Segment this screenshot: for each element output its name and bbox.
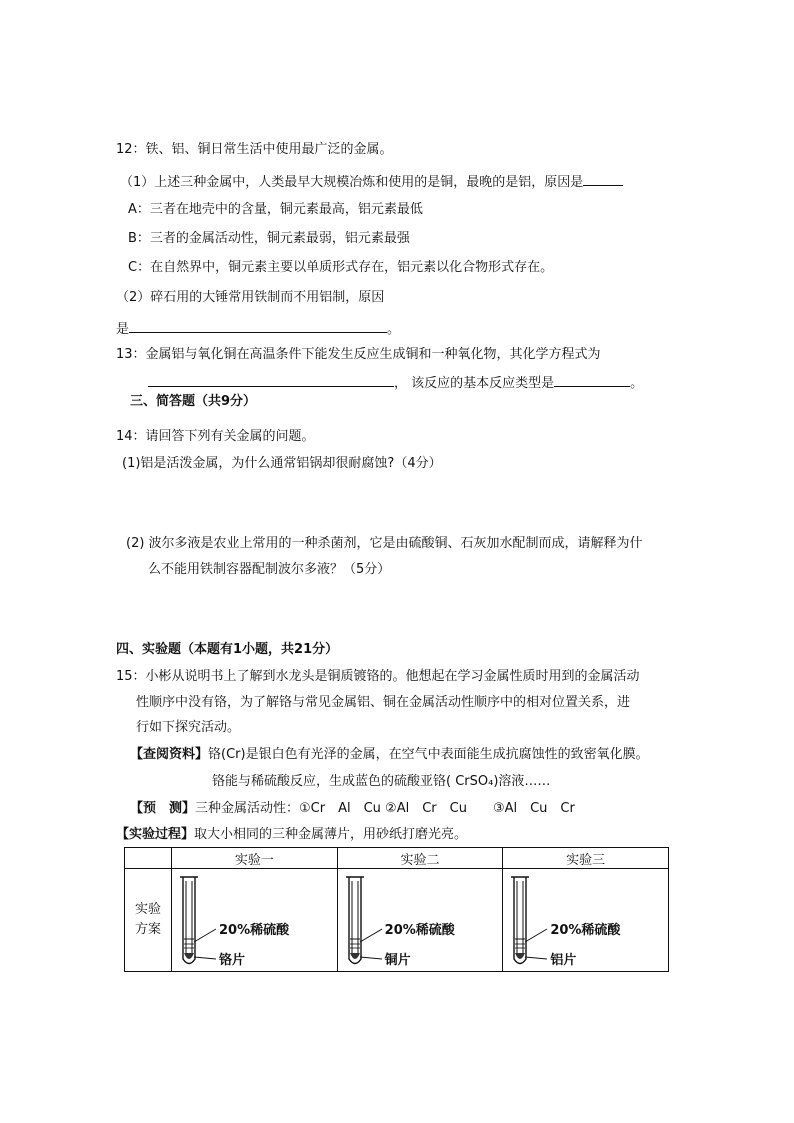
q12-stem: 12：铁、铝、铜日常生活中使用最广泛的金属。 [116, 142, 393, 157]
table-header-2: 实验二 [337, 848, 503, 869]
q15-reference-cont: 铬能与稀硫酸反应，生成蓝色的硫酸亚铬( CrSO₄)溶液…… [212, 774, 551, 789]
acid-label: 20%稀硫酸 [219, 923, 290, 938]
q14-part2-line2: 么不能用铁制容器配制波尔多液？（5分） [148, 562, 391, 577]
q15-reference [130, 746, 649, 764]
reference-text1: 铬(Cr)是银白色有光泽的金属，在空气中表面能生成抗腐蚀性的致密氧化膜。 [208, 747, 649, 762]
metal-label: 铝片 [550, 953, 577, 968]
q12-part2: （2）碎石用的大锤常用铁制而不用铝制，原因 [116, 290, 385, 305]
q15-line2: 性顺序中没有铬，为了解铬与常见金属铝、铜在金属活动性顺序中的相对位置关系，进 [136, 695, 631, 710]
q12-option-b: B：三者的金属活动性，铜元素最弱，铝元素最强 [128, 231, 410, 246]
acid-label: 20%稀硫酸 [550, 923, 621, 938]
answer-blank[interactable] [583, 171, 623, 186]
q12-option-c: C：在自然界中，铜元素主要以单质形式存在，铝元素以化合物形式存在。 [128, 260, 554, 275]
prediction-text: 三种金属活动性：①Cr Al Cu ②Al Cr Cu ③Al Cu Cr [195, 801, 575, 816]
procedure-tag: 【实验过程】 [116, 827, 195, 842]
q13-end: 。 [630, 376, 644, 391]
q15-line1: 15：小彬从说明书上了解到水龙头是铜质镀铬的。他想起在学习金属性质时用到的金属活动 [116, 669, 640, 684]
reaction-type-blank[interactable] [554, 372, 630, 387]
procedure-text: 取大小相同的三种金属薄片，用砂纸打磨光亮。 [194, 827, 468, 842]
q14-part1: (1)铝是活泼金属，为什么通常铝锅却很耐腐蚀?（4分） [122, 456, 442, 471]
row-label [125, 869, 172, 972]
q14-part2-line1: (2) 波尔多液是农业上常用的一种杀菌剂，它是由硫酸铜、石灰加水配制而成，请解释为什 [126, 536, 643, 551]
equation-blank[interactable] [148, 372, 394, 387]
answer-blank[interactable] [129, 318, 387, 333]
q12-part1 [120, 171, 623, 192]
table-header-3: 实验三 [503, 848, 669, 869]
experiment-table [124, 847, 669, 972]
q15-procedure [116, 826, 467, 844]
metal-label: 铜片 [384, 953, 411, 968]
q12-part2-prefix: 是 [116, 322, 130, 337]
reference-tag: 【查阅资料】 [130, 747, 209, 762]
table-header-1: 实验一 [172, 848, 338, 869]
metal-label: 铬片 [219, 953, 246, 968]
q12-part2-suffix: 。 [387, 322, 401, 337]
q15-prediction [130, 800, 575, 818]
section4-title: 四、实验题（本题有1小题，共21分） [116, 642, 339, 657]
table-corner [125, 848, 172, 869]
q15-line3: 行如下探究活动。 [136, 720, 241, 735]
q13-answer-line [148, 372, 643, 393]
q12-option-a: A：三者在地壳中的含量，铜元素最高，铝元素最低 [128, 202, 423, 217]
section3-title: 三、简答题（共9分） [130, 394, 257, 409]
acid-label: 20%稀硫酸 [384, 923, 455, 938]
experiment-cell-1 [172, 869, 338, 972]
experiment-cell-2 [337, 869, 503, 972]
q12-part2-answer [116, 318, 400, 339]
q13-stem: 13：金属铝与氧化铜在高温条件下能发生反应生成铜和一种氧化物，其化学方程式为 [116, 347, 601, 362]
q12-part1-text: （1）上述三种金属中，人类最早大规模冶炼和使用的是铜，最晚的是铝，原因是 [120, 175, 584, 190]
prediction-tag: 【预 测】 [130, 801, 196, 816]
q13-mid-text: ， 该反应的基本反应类型是 [394, 376, 555, 391]
q14-stem: 14：请回答下列有关金属的问题。 [116, 429, 315, 444]
row-label-text: 实验 方案 [134, 902, 161, 937]
experiment-cell-3 [503, 869, 669, 972]
